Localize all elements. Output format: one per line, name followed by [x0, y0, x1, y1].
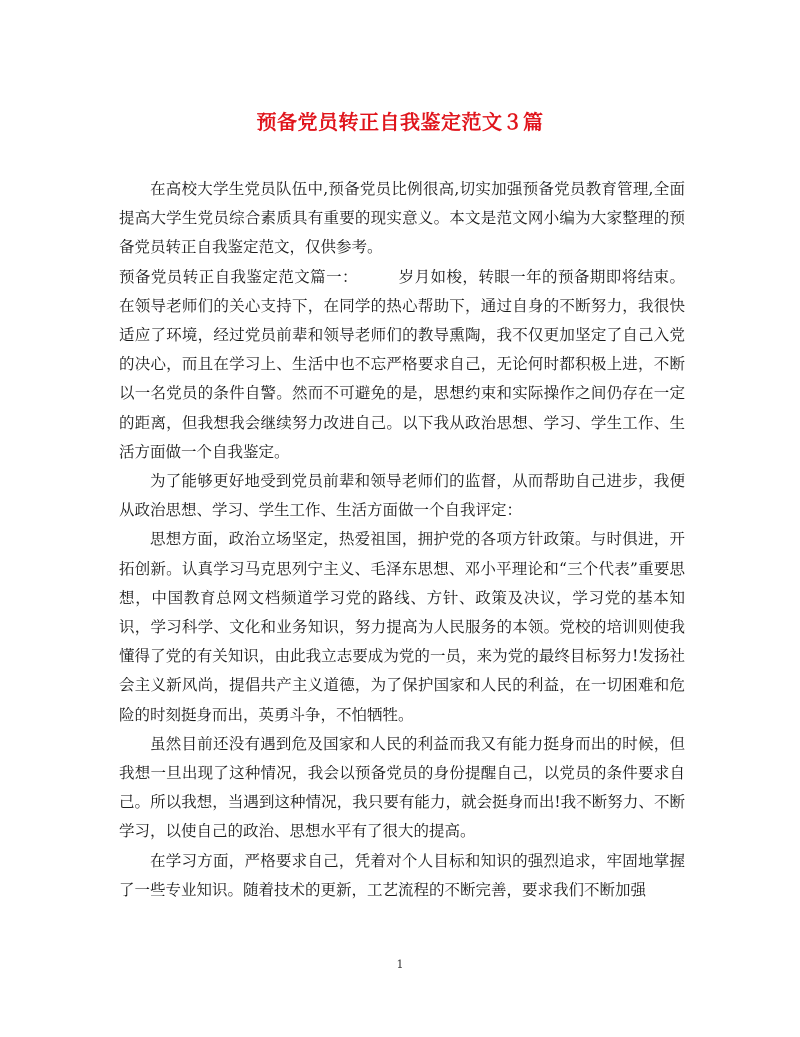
section-1-heading: 预备党员转正自我鉴定范文篇一： [119, 267, 358, 286]
document-body [119, 175, 685, 905]
document-title: 预备党员转正自我鉴定范文３篇 [256, 110, 544, 134]
thought-paragraph: 思想方面，政治立场坚定，热爱祖国，拥护党的各项方针政策。与时俱进，开拓创新。认真学习马克思列宁主义、毛泽东思想、邓小平理论和“三个代表”重要思想，中国教育总网文档频道学习党的路线、方针、政策及决议，学习党的基本知识，学习科学、文化和业务知识，努力提高为人民服务的本领。党校的培训则使我懂得了党的有关知识，由此我立志要成为党的一员，来为党的最终目标努力!发扬社会主义新风尚，提倡共产主义道德，为了保护国家和人民的利益，在一切困难和危险的时刻挺身而出，英勇斗争，不怕牺牲。 [119, 530, 685, 724]
section-1-paragraph [119, 263, 685, 467]
study-paragraph: 在学习方面，严格要求自己，凭着对个人目标和知识的强烈追求，牢固地掌握了一些专业知识。随着技术的更新，工艺流程的不断完善，要求我们不断加强 [119, 851, 685, 899]
section-1-lead: 岁月如梭，转眼一年的预备期即将结束。在领导老师们的关心支持下，在同学的热心帮助下，通过自身的不断努力，我很快适应了环境，经过党员前辈和领导老师们的教导熏陶，我不仅更加坚定了自己入党的决心，而且在学习上、生活中也不忘严格要求自己，无论何时都积极上进，不断以一名党员的条件自警。然而不可避免的是，思想约束和实际操作之间仍存在一定的距离，但我想我会继续努力改进自己。以下我从政治思想、学习、学生工作、生活方面做一个自我鉴定。 [119, 267, 685, 461]
danger-paragraph: 虽然目前还没有遇到危及国家和人民的利益而我又有能力挺身而出的时候，但我想一旦出现了这种情况，我会以预备党员的身份提醒自己，以党员的条件要求自己。所以我想，当遇到这种情况，我只要有能力，就会挺身而出!我不断努力、不断学习，以使自己的政治、思想水平有了很大的提高。 [119, 734, 685, 841]
page-number: 1 [396, 958, 404, 971]
evaluation-paragraph: 为了能够更好地受到党员前辈和领导老师们的监督，从而帮助自己进步，我便从政治思想、学习、学生工作、生活方面做一个自我评定： [119, 472, 685, 520]
intro-paragraph: 在高校大学生党员队伍中,预备党员比例很高,切实加强预备党员教育管理,全面提高大学生党员综合素质具有重要的现实意义。本文是范文网小编为大家整理的预备党员转正自我鉴定范文，仅供参考。 [119, 180, 685, 257]
